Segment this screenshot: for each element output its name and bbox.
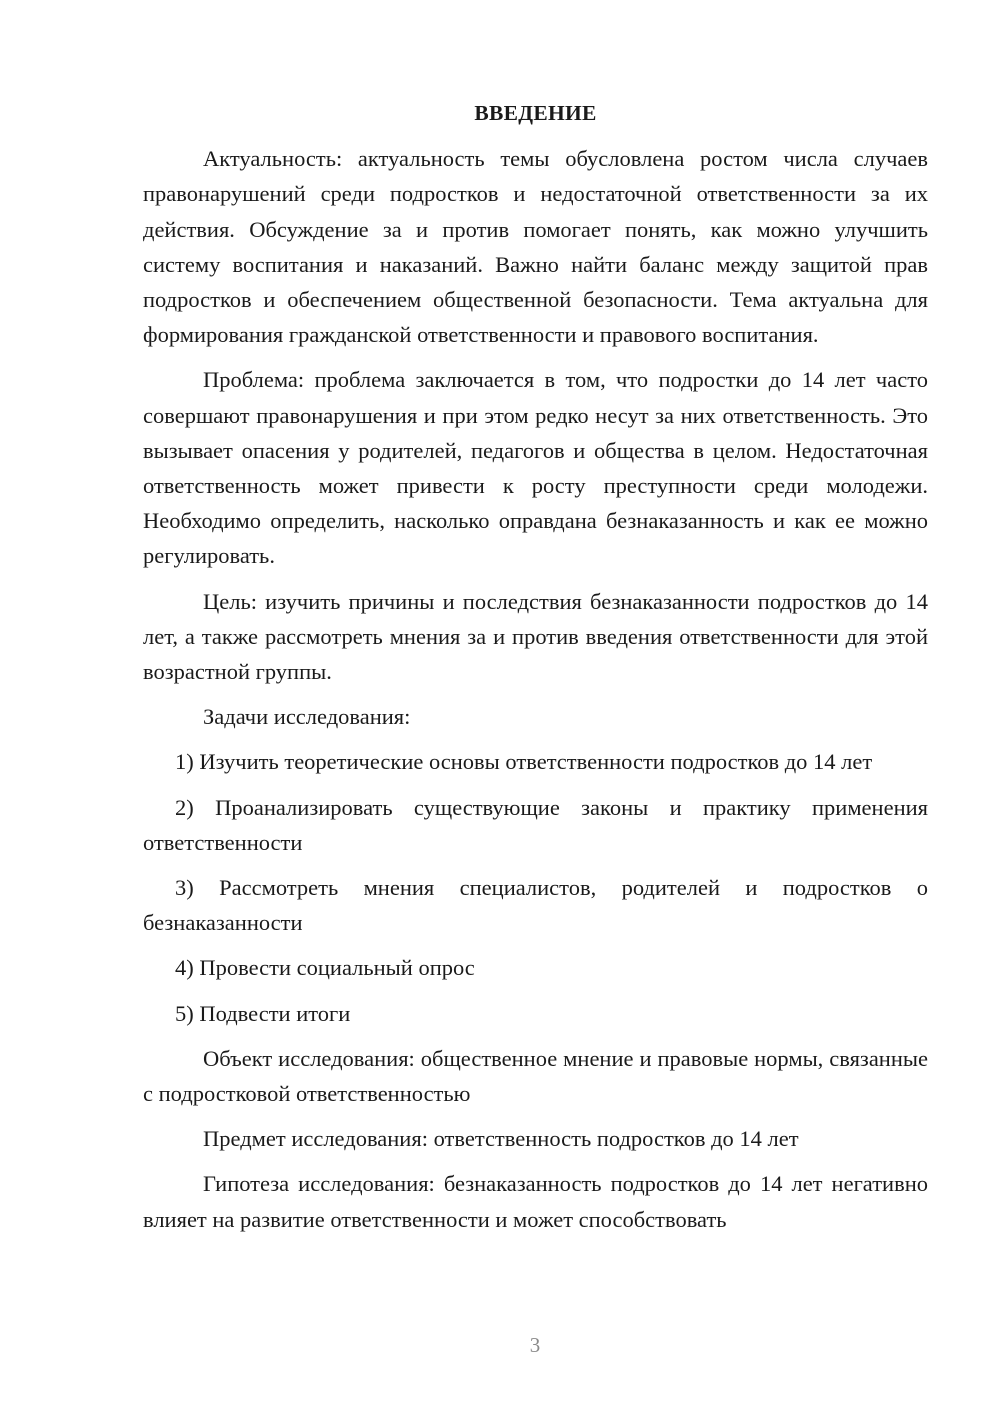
task-item-2: 2) Проанализировать существующие законы и практику применения ответственности	[143, 794, 928, 855]
paragraph-relevance: Актуальность: актуальность темы обусловлена ростом числа случаев правонарушений среди подростков и недостаточной ответственности за их действия. Обсуждение за и против помогает понять, как можно улучшить систему воспитания и наказаний. Важно найти баланс между защитой прав подростков и обеспечением общественной безопасности. Тема актуальна для формирования гражданской ответственности и правового воспитания.	[143, 146, 928, 348]
page-body	[143, 96, 928, 1247]
paragraph-hypothesis: Гипотеза исследования: безнаказанность подростков до 14 лет негативно влияет на развитие ответственности и может способствовать	[143, 1171, 928, 1232]
paragraph-object: Объект исследования: общественное мнение и правовые нормы, связанные с подростковой ответственностью	[143, 1045, 928, 1107]
paragraph-subject: Предмет исследования: ответственность подростков до 14 лет	[203, 1126, 799, 1152]
tasks-heading: Задачи исследования:	[203, 704, 411, 730]
task-item-4: 4) Провести социальный опрос	[175, 955, 475, 981]
section-title: ВВЕДЕНИЕ	[474, 101, 597, 125]
page-number: 3	[529, 1333, 541, 1357]
task-item-3: 3) Рассмотреть мнения специалистов, родителей и подростков о безнаказанности	[143, 875, 928, 936]
task-item-1: 1) Изучить теоретические основы ответственности подростков до 14 лет	[175, 749, 873, 775]
paragraph-problem: Проблема: проблема заключается в том, что подростки до 14 лет часто совершают правонарушения и при этом редко несут за них ответственность. Это вызывает опасения у родителей, педагогов и общества в целом. Недостаточная ответственность может привести к росту преступности среди молодежи. Необходимо определить, насколько оправдана безнаказанность и как ее можно регулировать.	[143, 367, 928, 569]
paragraph-goal: Цель: изучить причины и последствия безнаказанности подростков до 14 лет, а также рассмотреть мнения за и против введения ответственности для этой возрастной группы.	[143, 588, 928, 685]
task-item-5: 5) Подвести итоги	[175, 1000, 351, 1026]
